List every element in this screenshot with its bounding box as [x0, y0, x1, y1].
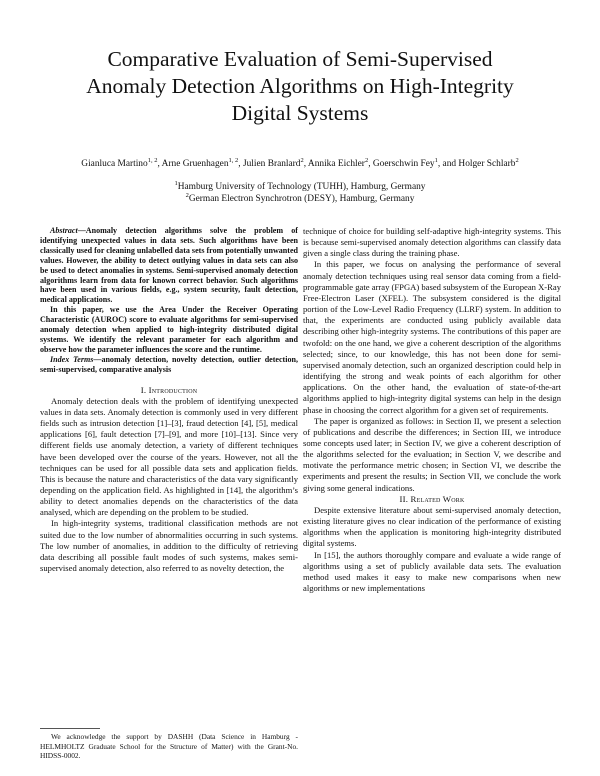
affil-text: Hamburg University of Technology (TUHH), Hamburg, Germany	[177, 182, 426, 192]
abstract-text: —Anomaly detection algorithms solve the problem of identifying unexpected values in data sets. Such algorithms have been classically used for cleaning unlabelled data sets from potentially unwanted values. However, the ability to detect outlying values in data sets can also be used to detect anomalies in systems. Semi-supervised anomaly detection algorithms learn from data for known correct behavior. Such algorithms have been used in various fields, e.g., system security, fault detection, medical applications.	[40, 226, 298, 305]
footnote-rule	[40, 728, 100, 729]
related-para-2: In [15], the authors thoroughly compare and evaluate a wide range of algorithms using a set of publicly available data sets. The evaluation method used makes it easy to make new comparisons when new algorithms or new implementations	[303, 549, 561, 593]
intro-para-3: In this paper, we focus on analysing the performance of several anomaly detection techniques using real sensor data coming from a field-programmable gate array (FPGA) based subsystem of the European X-Ray Free-Electron Laser (XFEL). The subsystem considered is the digital portion of the Low-Level Radio Frequency (LLRF) system. In addition to that, the experiments are conducted using publicly available data describing other high-integrity systems. The contributions of this paper are twofold: on the one hand, we give a coherent description of the algorithms selected; since, to our knowledge, this has not been done for semi-supervised anomaly detection, such an organized description could help in identifying the strong and weak points of each algorithm for other applications. On the other hand, the evaluation of state-of-the-art algorithms applied to high-integrity digital systems can help in the design phase in choosing the correct algorithm for a given set of requirements.	[303, 259, 561, 415]
index-terms	[40, 355, 298, 375]
author-affil-mark: 2	[300, 156, 304, 164]
intro-para-1: Anomaly detection deals with the problem of identifying unexpected values in data sets. Anomaly detection is commonly used in very different fields such as intrusion detection [1]–[3], fraud detection [4], [5], medical applications [6], fault detection [7]–[9], and more [10]–[13]. Since very different fields use anomaly detection, a variety of different techniques have been developed over the course of the years. However, not all the techniques can be used for all possible data sets and application fields. This is because the nature and characteristics of the data vary significantly depending on the application field. As highlighted in [14], the algorithm’s ability to detect anomalies depends on the characteristics of the data analysed, which are depending on the problem to be studied.	[40, 395, 298, 518]
author-affil-mark: 1	[434, 156, 438, 164]
index-terms-text: —anomaly detection, novelty detection, outlier detection, semi-supervised, comparative analysis	[40, 354, 298, 374]
section-heading-related-work: II. Related Work	[399, 493, 465, 504]
author-name: Holger Schlarb	[458, 159, 516, 169]
related-para-1: Despite extensive literature about semi-supervised anomaly detection, existing literature gives no clear indication of the performance of existing algorithms when the application is monitoring high-integrity distributed digital systems.	[303, 504, 561, 549]
paper-title	[40, 46, 560, 127]
affil-mark: 1	[174, 179, 178, 187]
footnote: We acknowledge the support by DASHH (Data Science in Hamburg - HELMHOLTZ Graduate School for the Structure of Matter) with the Grant-No. HIDSS-0002.	[40, 732, 298, 761]
author-affil-mark: 1, 2	[147, 156, 158, 164]
right-column	[303, 226, 561, 594]
intro-para-2-continued: technique of choice for building self-adaptive high-integrity systems. This is because semi-supervised anomaly detection algorithms can classify data given a single class during the training phase.	[303, 226, 561, 259]
intro-para-2: In high-integrity systems, traditional classification methods are not suited due to the low number of abnormalities occurring in such systems. The low number of anomalies, in addition to the difficulty of retrieving data describing all possible fault modes of such systems, makes semi-supervised anomaly detection, also referred to as novelty detection, the	[40, 518, 298, 574]
author-name: Annika Eichler	[307, 159, 365, 169]
author-name: Gianluca Martino	[81, 159, 148, 169]
author-affil-mark: 1, 2	[228, 156, 239, 164]
index-terms-label: Index Terms	[50, 354, 94, 364]
title-line: Digital Systems	[231, 101, 369, 125]
affiliation-2	[40, 193, 560, 205]
author-separator: ,	[157, 159, 162, 169]
author-separator: ,	[368, 159, 373, 169]
author-name: Arne Gruenhagen	[161, 159, 229, 169]
abstract	[40, 226, 298, 375]
title-line: Comparative Evaluation of Semi-Supervised	[107, 47, 493, 71]
abstract-label: Abstract	[50, 226, 78, 235]
abstract-para-2: In this paper, we use the Area Under the Receiver Operating Characteristic (AUROC) score to evaluate algorithms for semi-supervised anomaly detection when applied to high-integrity distributed digital systems. We identify the relevant parameter for each algorithm and observe how the parameter influences the score and the runtime.	[40, 305, 298, 354]
section-heading-introduction: I. Introduction	[140, 384, 198, 395]
author-separator: ,	[303, 159, 308, 169]
affiliation-1	[40, 181, 560, 193]
abstract-para-1	[40, 226, 298, 305]
left-column	[40, 226, 298, 574]
title-line: Anomaly Detection Algorithms on High-Integrity	[86, 74, 514, 98]
author-name: Goerschwin Fey	[372, 159, 435, 169]
intro-para-4: The paper is organized as follows: in Section II, we present a selection of publications and describe the differences; in Section III, we introduce some concepts used later; in Section IV, we give a coherent description of the algorithms selected for the evaluation; in Section V, we describe and motivate the performance metric chosen; in Section VI, we describe the experiments and present the results; in Section VII, we conclude the work giving some general indications.	[303, 415, 561, 493]
affil-mark: 2	[185, 191, 189, 199]
affil-text: German Electron Synchrotron (DESY), Hamburg, Germany	[188, 194, 415, 204]
author-separator: ,	[238, 159, 243, 169]
author-affil-mark: 2	[364, 156, 369, 164]
author-separator: , and	[437, 159, 459, 169]
author-name: Julien Branlard	[242, 159, 301, 169]
author-list	[20, 158, 580, 170]
author-affil-mark: 2	[515, 156, 519, 164]
